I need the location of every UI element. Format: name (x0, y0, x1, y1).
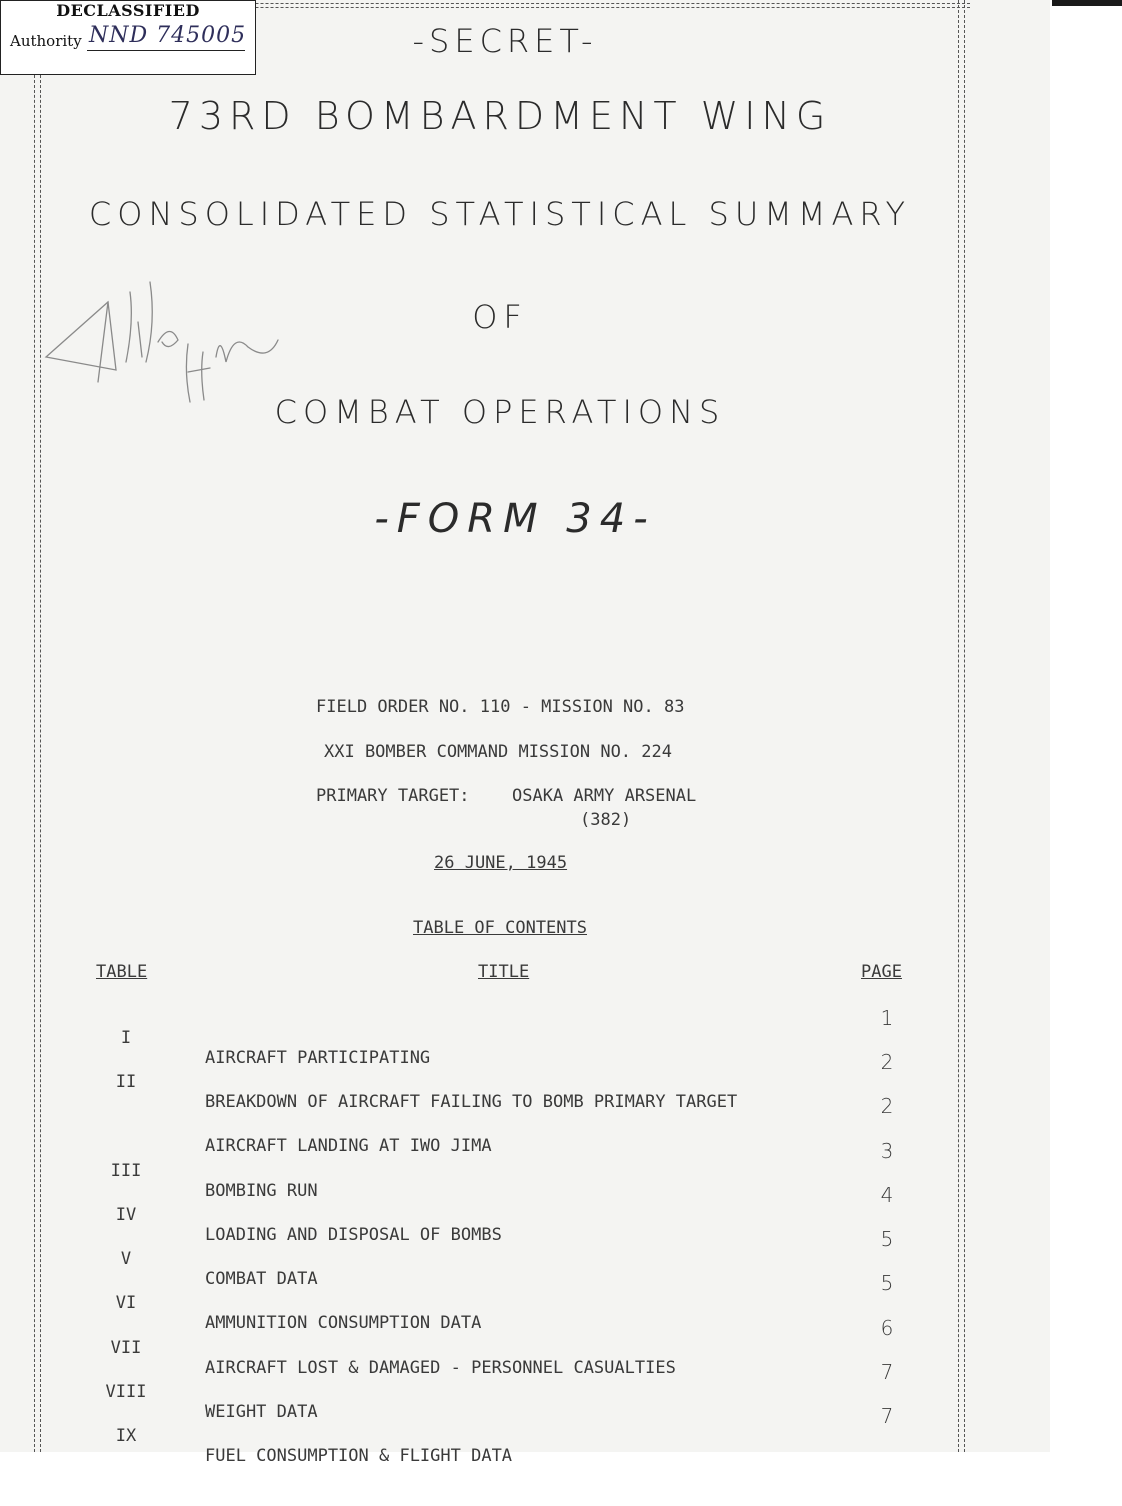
toc-col-title: TITLE (478, 962, 530, 982)
toc-row-title: BOMBING RUN (205, 1181, 318, 1201)
toc-row-page: 1 (880, 1006, 894, 1030)
toc-heading: TABLE OF CONTENTS (413, 918, 587, 938)
toc-row (0, 1139, 1000, 1201)
toc-row-title: COMBAT DATA (205, 1269, 318, 1289)
toc-row-title: WEIGHT DATA (205, 1402, 318, 1422)
toc-row-number: I (120, 1028, 132, 1048)
toc-row-title: LOADING AND DISPOSAL OF BOMBS (205, 1225, 502, 1245)
toc-row-page: 5 (880, 1227, 894, 1251)
authority-label: Authority (10, 32, 82, 50)
authority-value: NND 745005 (89, 23, 247, 48)
mission-date: 26 JUNE, 1945 (434, 853, 568, 873)
toc-row-page: 7 (880, 1404, 894, 1428)
toc-row-number: IX (115, 1426, 137, 1446)
toc-row-page: 3 (880, 1139, 894, 1163)
toc-row-number: VII (110, 1338, 142, 1358)
toc-row-page: 2 (880, 1050, 894, 1074)
handwritten-annotation (38, 262, 288, 412)
toc-row-number: VIII (105, 1382, 147, 1402)
primary-target-code: (382) (580, 810, 632, 830)
toc-row-title: AIRCRAFT LANDING AT IWO JIMA (205, 1136, 492, 1156)
declassified-label: DECLASSIFIED (56, 1, 200, 20)
toc-row-title: BREAKDOWN OF AIRCRAFT FAILING TO BOMB PRIMARY TARGET (205, 1092, 738, 1112)
toc-row (0, 1227, 1000, 1289)
toc-row (0, 1183, 1000, 1245)
toc-row-number: IV (115, 1205, 137, 1225)
toc-row-title: AMMUNITION CONSUMPTION DATA (205, 1313, 482, 1333)
primary-target-value: OSAKA ARMY ARSENAL (512, 786, 697, 806)
toc-row-page: 2 (880, 1094, 894, 1118)
toc-row-title: FUEL CONSUMPTION & FLIGHT DATA (205, 1446, 513, 1466)
scan-edge (1052, 0, 1122, 6)
toc-row-title: AIRCRAFT PARTICIPATING (205, 1048, 431, 1068)
field-order-line: FIELD ORDER NO. 110 - MISSION NO. 83 (316, 697, 685, 717)
document-subtitle: CONSOLIDATED STATISTICAL SUMMARY (88, 195, 912, 233)
toc-row (0, 1316, 1000, 1378)
toc-row-number: III (110, 1161, 142, 1181)
toc-row-page: 6 (880, 1316, 894, 1340)
toc-row (0, 1271, 1000, 1333)
toc-row (0, 1360, 1000, 1422)
toc-row (0, 1050, 1000, 1112)
toc-row-page: 4 (880, 1183, 894, 1207)
scan-margin (1050, 0, 1122, 1452)
toc-row-number: V (120, 1249, 132, 1269)
toc-row-number: II (115, 1072, 137, 1092)
toc-row-page: 7 (880, 1360, 894, 1384)
form-number: -FORM 34- (374, 496, 656, 542)
toc-row (0, 1404, 1000, 1466)
toc-row (0, 1094, 1000, 1156)
document-subtitle-operations: COMBAT OPERATIONS (274, 393, 726, 431)
toc-row-page: 5 (880, 1271, 894, 1295)
toc-row-title: AIRCRAFT LOST & DAMAGED - PERSONNEL CASUALTIES (205, 1358, 676, 1378)
toc-row-number: VI (115, 1293, 137, 1313)
toc-col-table: TABLE (96, 962, 148, 982)
classification-marking: -SECRET- (412, 22, 598, 60)
toc-row (0, 1006, 1000, 1068)
toc-col-page: PAGE (861, 962, 902, 982)
primary-target-label: PRIMARY TARGET: (316, 786, 470, 806)
document-title: 73RD BOMBARDMENT WING (168, 94, 832, 138)
command-mission-line: XXI BOMBER COMMAND MISSION NO. 224 (324, 742, 672, 762)
document-subtitle-of: OF (472, 298, 528, 336)
